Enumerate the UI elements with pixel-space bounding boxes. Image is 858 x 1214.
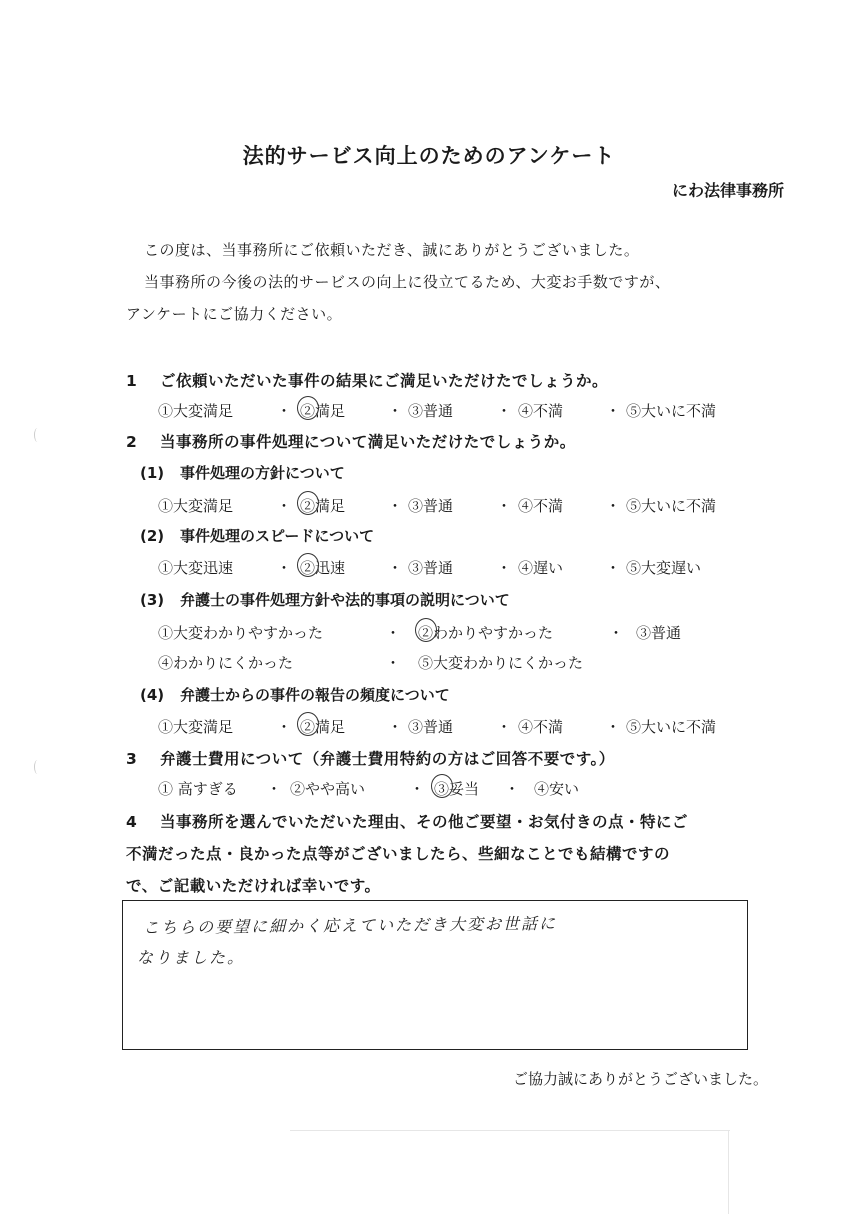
separator: ・	[276, 497, 292, 515]
separator: ・	[385, 624, 401, 642]
sub-3-number: (3)	[140, 591, 165, 609]
q2-4-option-4[interactable]: ④不満	[518, 718, 564, 736]
question-2-sub-3	[140, 589, 510, 610]
q2-2-option-1[interactable]: ①大変迅速	[158, 559, 234, 577]
q3-option-4[interactable]: ④安い	[534, 780, 580, 798]
separator: ・	[387, 559, 403, 577]
question-2-sub-2	[140, 525, 374, 546]
separator: ・	[605, 718, 621, 736]
question-4-text-2: 不満だった点・良かった点等がございましたら、些細なことでも結構ですの	[126, 845, 671, 863]
firm-name: にわ法律事務所	[671, 181, 784, 200]
separator: ・	[266, 780, 282, 798]
separator: ・	[605, 497, 621, 515]
q2-2-option-5[interactable]: ⑤大変遅い	[626, 559, 702, 577]
sub-2-number: (2)	[140, 527, 165, 545]
q1-option-4[interactable]: ④不満	[518, 402, 564, 420]
question-4-number: 4	[126, 813, 138, 831]
q2-4-option-3[interactable]: ③普通	[408, 718, 454, 736]
intro-line-1: この度は、当事務所にご依頼いただき、誠にありがとうございました。	[144, 241, 640, 259]
question-2-sub-1-options	[158, 495, 716, 516]
q2-1-option-1[interactable]: ①大変満足	[158, 497, 234, 515]
sub-1-text: 事件処理の方針について	[180, 464, 345, 482]
question-2-sub-2-options	[158, 557, 701, 578]
q1-option-5[interactable]: ⑤大いに不満	[626, 402, 717, 420]
handwritten-comment-line-1: こちらの要望に細かく応えていただき大変お世話に	[142, 913, 558, 938]
question-2-sub-4-options	[158, 716, 716, 737]
q3-option-3-selected[interactable]: ③妥当	[434, 778, 490, 799]
separator: ・	[409, 780, 425, 798]
scan-edge-line	[728, 1130, 729, 1214]
question-3	[126, 747, 615, 769]
question-2-sub-3-options-row-1	[158, 622, 681, 643]
q1-option-3[interactable]: ③普通	[408, 402, 454, 420]
question-2-sub-4	[140, 684, 450, 705]
closing-message: ご協力誠にありがとうございました。	[512, 1070, 768, 1088]
separator: ・	[387, 497, 403, 515]
question-3-text: 弁護士費用について（弁護士費用特約の方はご回答不要です。）	[160, 750, 615, 768]
separator: ・	[608, 624, 624, 642]
sub-4-number: (4)	[140, 686, 165, 704]
separator: ・	[496, 559, 512, 577]
question-2-number: 2	[126, 433, 138, 451]
q1-option-1[interactable]: ①大変満足	[158, 402, 234, 420]
question-2-sub-3-options-row-2	[158, 652, 583, 673]
q2-3-option-1[interactable]: ①大変わかりやすかった	[158, 624, 324, 642]
separator: ・	[276, 559, 292, 577]
q2-4-option-1[interactable]: ①大変満足	[158, 718, 234, 736]
question-3-options	[158, 778, 579, 799]
scan-mark	[34, 760, 41, 774]
q2-3-option-4[interactable]: ④わかりにくかった	[158, 654, 294, 672]
question-2	[126, 430, 576, 452]
question-2-text: 当事務所の事件処理について満足いただけたでしょうか。	[160, 433, 576, 451]
q2-2-option-2-selected[interactable]: ②迅速	[300, 557, 382, 578]
sub-1-number: (1)	[140, 464, 165, 482]
separator: ・	[387, 402, 403, 420]
separator: ・	[605, 559, 621, 577]
question-1	[126, 369, 608, 391]
question-1-options	[158, 400, 716, 421]
separator: ・	[496, 497, 512, 515]
q2-2-option-3[interactable]: ③普通	[408, 559, 454, 577]
q2-1-option-4[interactable]: ④不満	[518, 497, 564, 515]
separator: ・	[504, 780, 520, 798]
separator: ・	[496, 402, 512, 420]
q2-3-option-2-selected[interactable]: ②わかりやすかった	[418, 622, 596, 643]
question-4-line-1	[126, 810, 688, 832]
separator: ・	[276, 718, 292, 736]
question-2-sub-1	[140, 462, 345, 483]
q2-1-option-5[interactable]: ⑤大いに不満	[626, 497, 717, 515]
q2-4-option-2-selected[interactable]: ②満足	[300, 716, 382, 737]
sub-3-text: 弁護士の事件処理方針や法的事項の説明について	[180, 591, 510, 609]
separator: ・	[387, 718, 403, 736]
separator: ・	[605, 402, 621, 420]
question-1-number: 1	[126, 372, 138, 390]
scan-edge-line	[290, 1130, 730, 1131]
scan-mark	[34, 428, 41, 442]
free-comment-box[interactable]	[122, 900, 748, 1050]
intro-line-2: 当事務所の今後の法的サービスの向上に役立てるため、大変お手数ですが、	[144, 273, 671, 291]
question-4-text-3: で、ご記載いただければ幸いです。	[126, 877, 381, 895]
q1-option-2-selected[interactable]: ②満足	[300, 400, 382, 421]
q2-1-option-3[interactable]: ③普通	[408, 497, 454, 515]
q2-3-option-3[interactable]: ③普通	[636, 624, 682, 642]
sub-2-text: 事件処理のスピードについて	[180, 527, 375, 545]
intro-line-3: アンケートにご協力ください。	[126, 305, 343, 323]
separator: ・	[385, 654, 401, 672]
q2-3-option-5[interactable]: ⑤大変わかりにくかった	[418, 654, 584, 672]
q3-option-1[interactable]: ① 高すぎる	[158, 780, 238, 798]
q2-1-option-2-selected[interactable]: ②満足	[300, 495, 382, 516]
q3-option-2[interactable]: ②やや高い	[290, 780, 366, 798]
separator: ・	[496, 718, 512, 736]
survey-title: 法的サービス向上のためのアンケート	[242, 144, 616, 168]
question-4-text-1: 当事務所を選んでいただいた理由、その他ご要望・お気付きの点・特にご	[160, 813, 689, 831]
question-3-number: 3	[126, 750, 138, 768]
handwritten-comment-line-2: なりました。	[137, 948, 246, 967]
sub-4-text: 弁護士からの事件の報告の頻度について	[180, 686, 450, 704]
question-1-text: ご依頼いただいた事件の結果にご満足いただけたでしょうか。	[160, 372, 609, 390]
separator: ・	[276, 402, 292, 420]
q2-2-option-4[interactable]: ④遅い	[518, 559, 564, 577]
q2-4-option-5[interactable]: ⑤大いに不満	[626, 718, 717, 736]
